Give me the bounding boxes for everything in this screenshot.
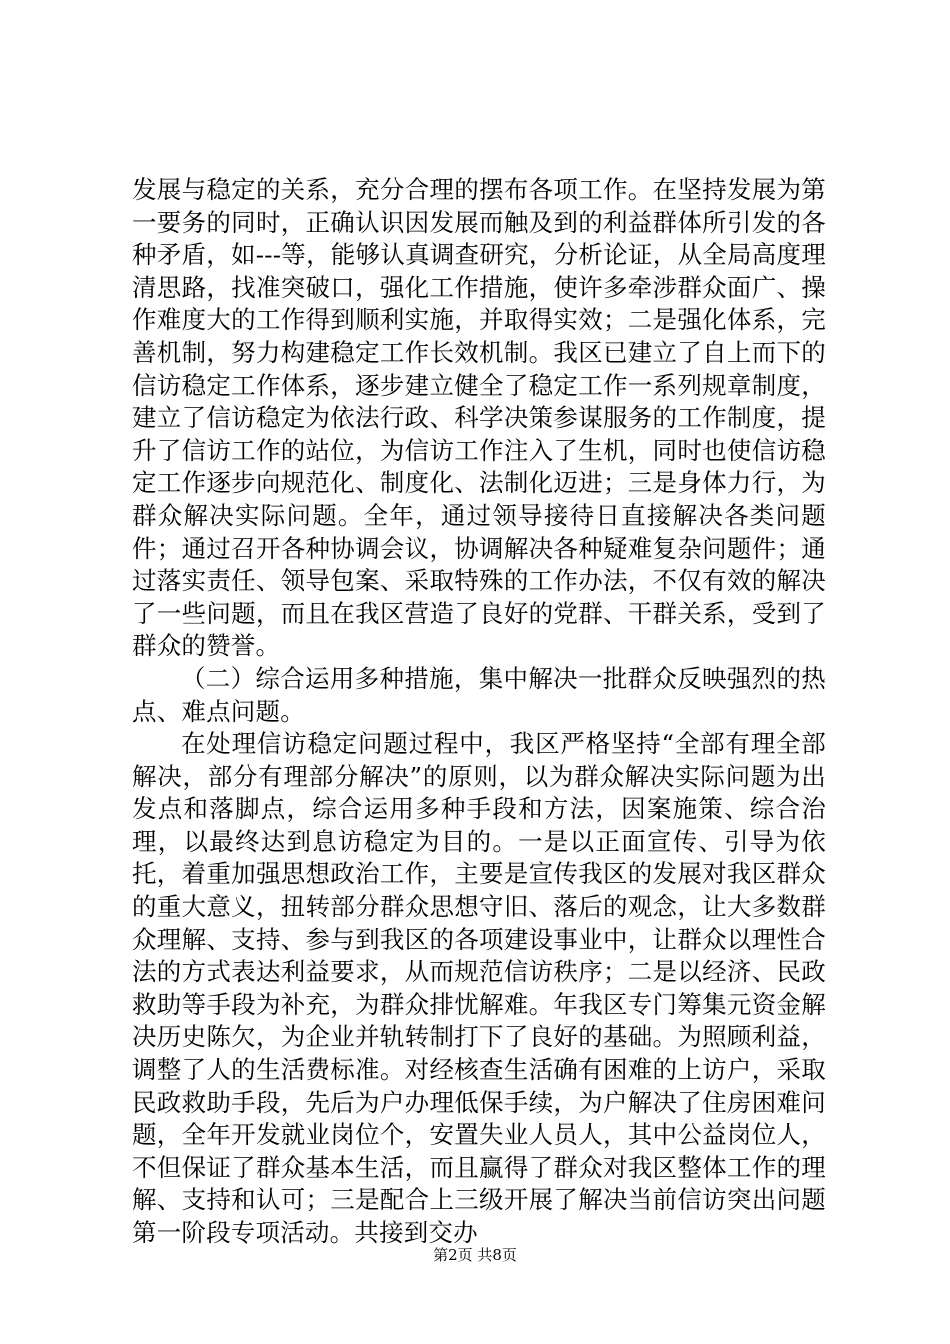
document-body (132, 174, 826, 1250)
paragraph-2-heading: （二）综合运用多种措施，集中解决一批群众反映强烈的热点、难点问题。 (132, 663, 826, 726)
page-footer: 第2页 共8页 (433, 1246, 517, 1264)
paragraph-3: 在处理信访稳定问题过程中，我区严格坚持“全部有理全部解决，部分有理部分解决”的原则，以为群众解决实际问题为出发点和落脚点，综合运用多种手段和方法，因案施策、综合治理，以最终达到息访稳定为目的。一是以正面宣传、引导为依托，着重加强思想政治工作，主要是宣传我区的发展对我区群众的重大意义，扭转部分群众思想守旧、落后的观念，让大多数群众理解、支持、参与到我区的各项建设事业中，让群众以理性合法的方式表达利益要求，从而规范信访秩序；二是以经济、民政救助等手段为补充，为群众排忧解难。年我区专门筹集元资金解决历史陈欠，为企业并轨转制打下了良好的基础。为照顾利益，调整了人的生活费标准。对经核查生活确有困难的上访户，采取民政救助手段，先后为户办理低保手续，为户解决了住房困难问题，全年开发就业岗位个，安置失业人员人，其中公益岗位人，不但保证了群众基本生活，而且赢得了群众对我区整体工作的理解、支持和认可；三是配合上三级开展了解决当前信访突出问题第一阶段专项活动。共接到交办 (132, 729, 826, 1247)
paragraph-1: 发展与稳定的关系，充分合理的摆布各项工作。在坚持发展为第一要务的同时，正确认识因发展而触及到的利益群体所引发的各种矛盾，如---等，能够认真调查研究，分析论证，从全局高度理清思路，找准突破口，强化工作措施，使许多牵涉群众面广、操作难度大的工作得到顺利实施，并取得实效；二是强化体系，完善机制，努力构建稳定工作长效机制。我区已建立了自上而下的信访稳定工作体系，逐步建立健全了稳定工作一系列规章制度，建立了信访稳定为依法行政、科学决策参谋服务的工作制度，提升了信访工作的站位，为信访工作注入了生机，同时也使信访稳定工作逐步向规范化、制度化、法制化迈进；三是身体力行，为群众解决实际问题。全年，通过领导接待日直接解决各类问题件；通过召开各种协调会议，协调解决各种疑难复杂问题件；通过落实责任、领导包案、采取特殊的工作办法，不仅有效的解决了一些问题，而且在我区营造了良好的党群、干群关系，受到了群众的赞誉。 (132, 175, 826, 661)
